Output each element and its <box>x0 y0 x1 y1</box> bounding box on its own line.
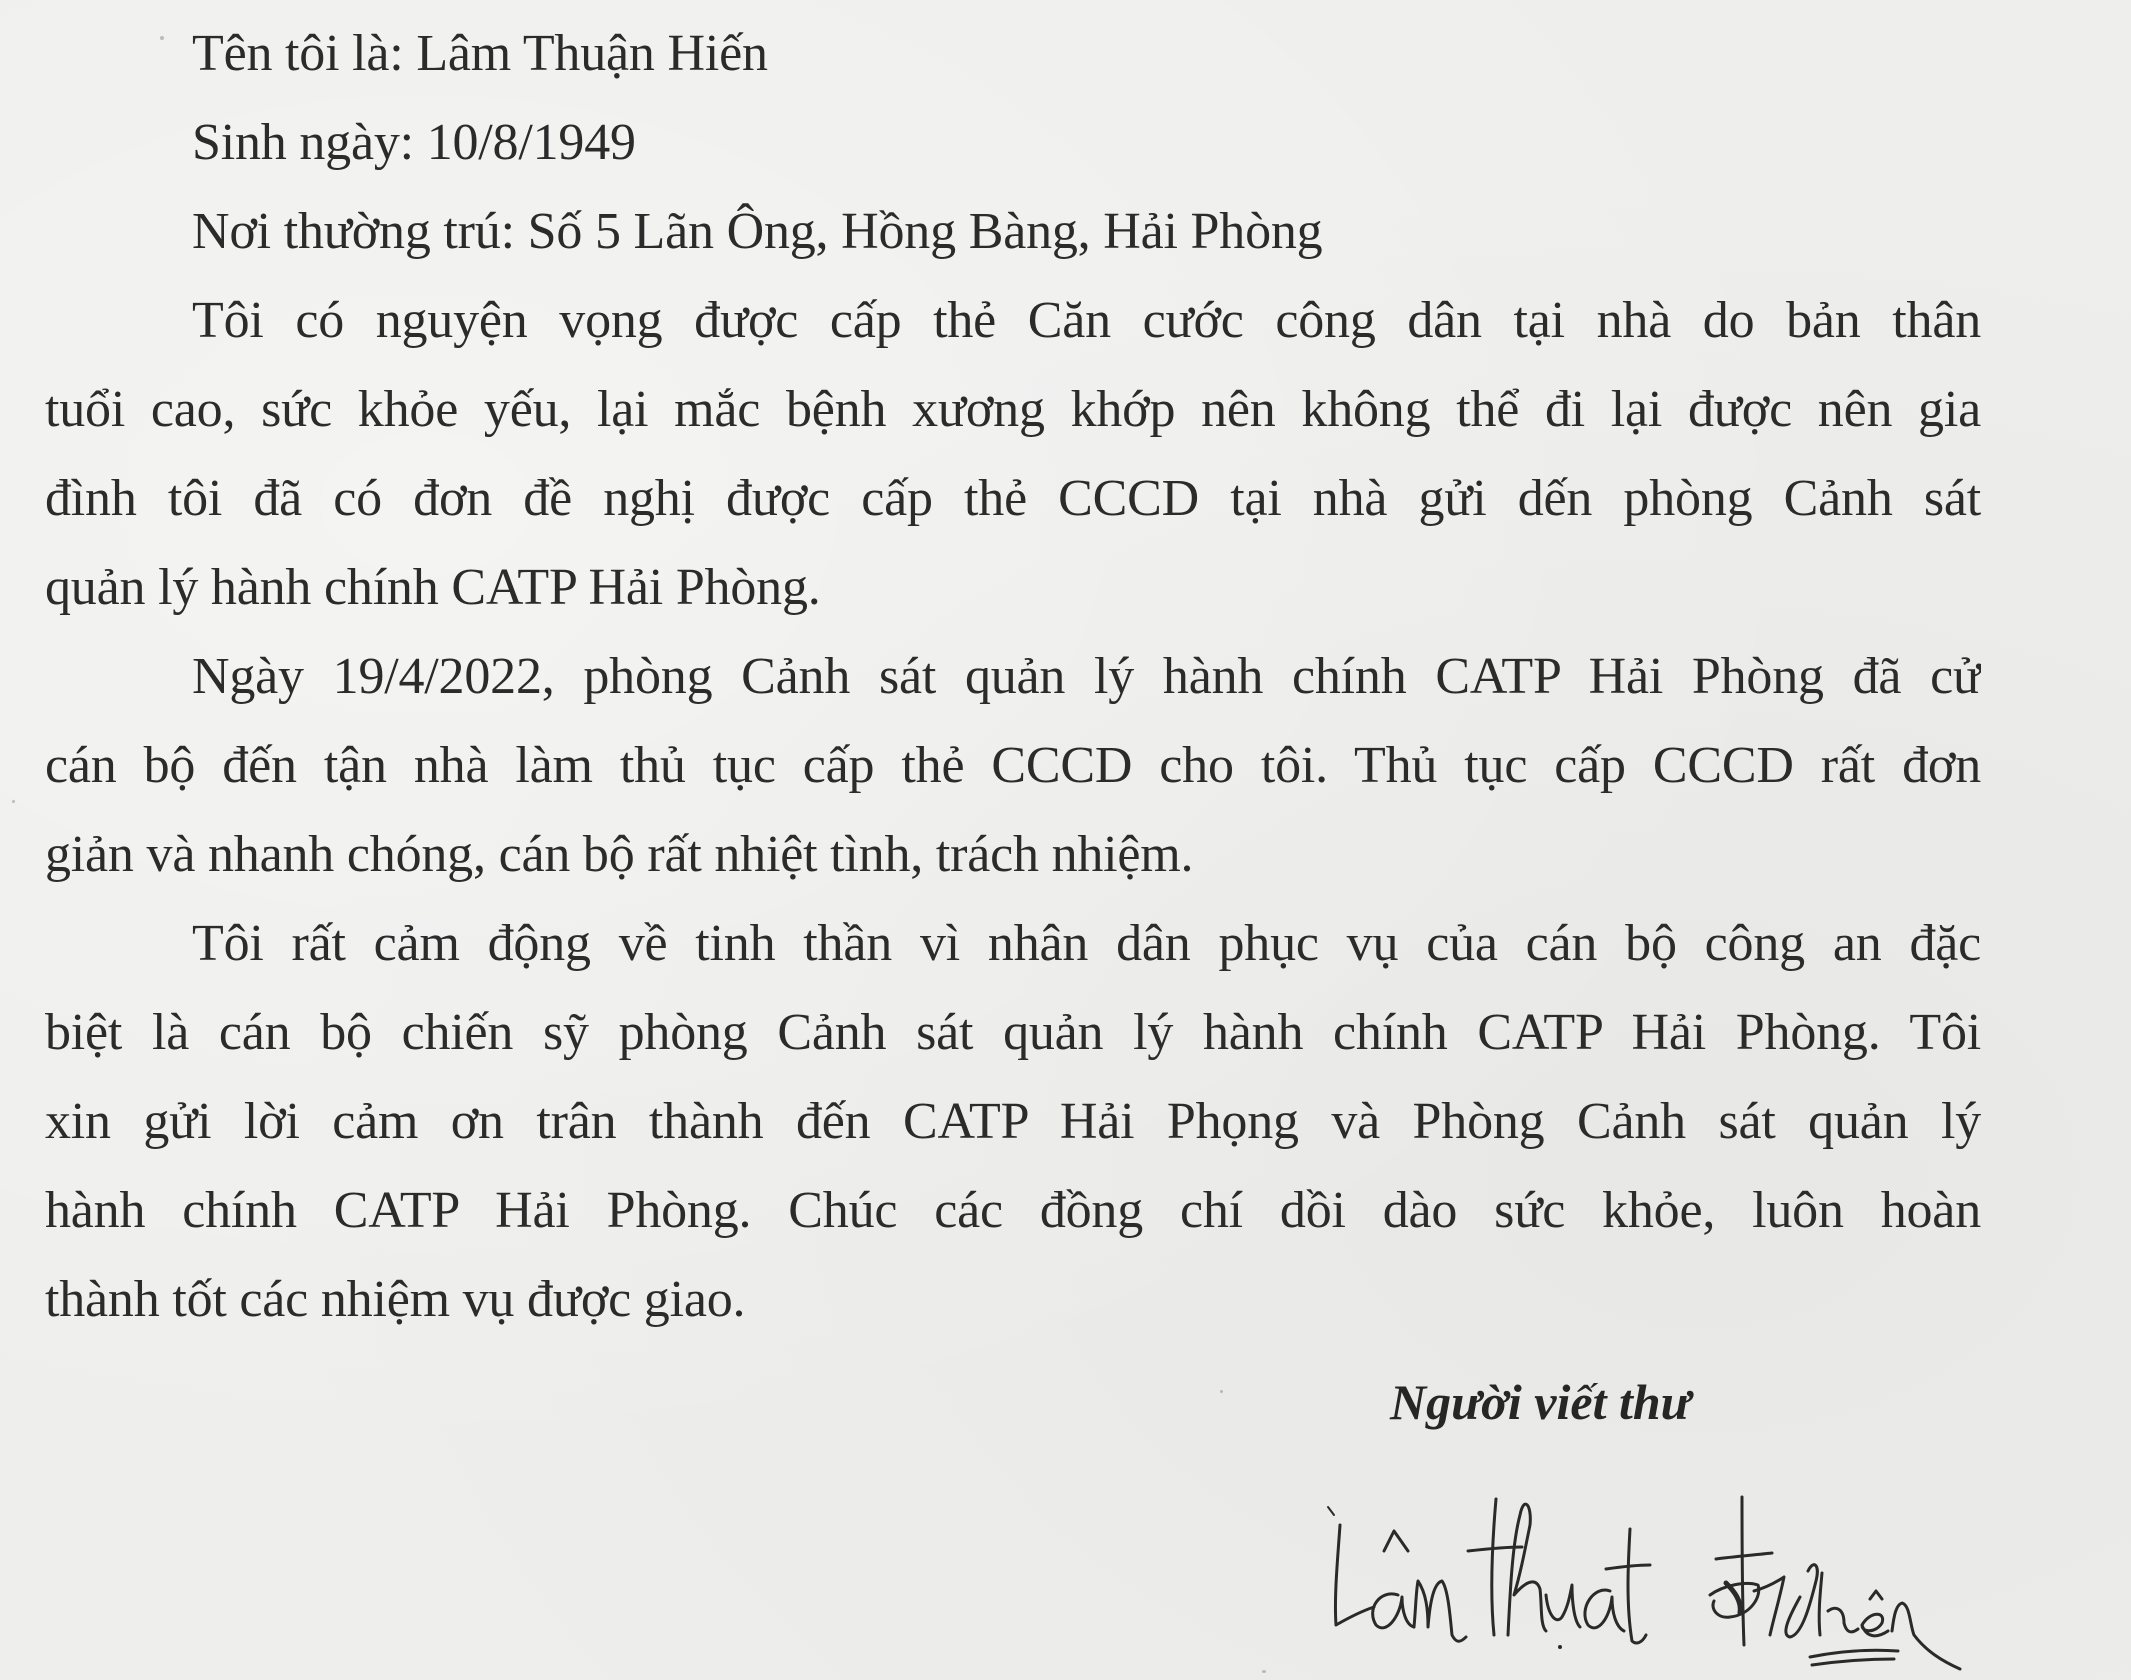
paragraph-2-line-2: cán bộ đến tận nhà làm thủ tục cấp thẻ CCCD cho tôi. Thủ tục cấp CCCD rất đơn <box>45 737 1981 794</box>
dob-line: Sinh ngày: 10/8/1949 <box>192 114 636 171</box>
scan-speck <box>1262 1670 1266 1673</box>
paragraph-3-line-1: Tôi rất cảm động về tinh thần vì nhân dân phục vụ của cán bộ công an đặc <box>192 915 1981 972</box>
paragraph-3-line-2: biệt là cán bộ chiến sỹ phòng Cảnh sát quản lý hành chính CATP Hải Phòng. Tôi <box>45 1004 1981 1061</box>
paragraph-2-line-3: giản và nhanh chóng, cán bộ rất nhiệt tình, trách nhiệm. <box>45 826 1194 883</box>
paragraph-1-line-1: Tôi có nguyện vọng được cấp thẻ Căn cước công dân tại nhà do bản thân <box>192 292 1981 349</box>
signoff-label: Người viết thư <box>1390 1374 1691 1430</box>
paragraph-3-line-4: hành chính CATP Hải Phòng. Chúc các đồng chí dồi dào sức khỏe, luôn hoàn <box>45 1182 1981 1239</box>
name-line: Tên tôi là: Lâm Thuận Hiến <box>192 25 768 82</box>
scan-speck <box>12 800 15 803</box>
paragraph-1-line-3: đình tôi đã có đơn đề nghị được cấp thẻ CCCD tại nhà gửi dến phòng Cảnh sát <box>45 470 1981 527</box>
address-line: Nơi thường trú: Số 5 Lãn Ông, Hồng Bàng, Hải Phòng <box>192 203 1323 260</box>
handwritten-signature <box>1310 1485 2050 1675</box>
paragraph-3-line-5: thành tốt các nhiệm vụ được giao. <box>45 1271 746 1328</box>
paragraph-1-line-2: tuổi cao, sức khỏe yếu, lại mắc bệnh xương khớp nên không thể đi lại được nên gia <box>45 381 1981 438</box>
scan-speck <box>1220 1390 1223 1393</box>
signature-strokes-icon <box>1310 1485 2050 1675</box>
paragraph-2-line-1: Ngày 19/4/2022, phòng Cảnh sát quản lý hành chính CATP Hải Phòng đã cử <box>192 648 1981 705</box>
paragraph-1-line-4: quản lý hành chính CATP Hải Phòng. <box>45 559 821 616</box>
paragraph-3-line-3: xin gửi lời cảm ơn trân thành đến CATP Hải Phọng và Phòng Cảnh sát quản lý <box>45 1093 1981 1150</box>
scan-speck <box>160 36 164 40</box>
